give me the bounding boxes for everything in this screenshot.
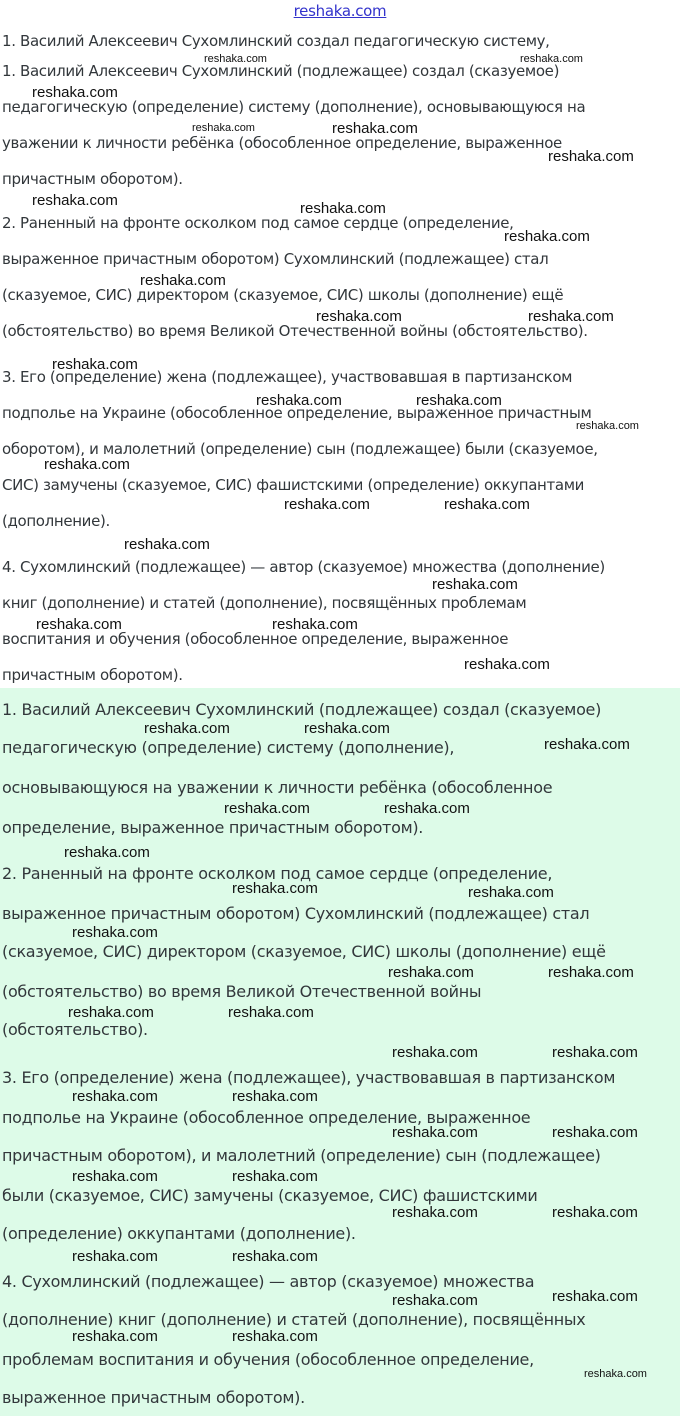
watermark: reshaka.com — [300, 200, 386, 217]
watermark: reshaka.com — [36, 616, 122, 633]
question-line: СИС) замучены (сказуемое, СИС) фашистскими (определение) оккупантами — [2, 476, 585, 494]
watermark: reshaka.com — [72, 1088, 158, 1105]
watermark: reshaka.com — [552, 1288, 638, 1305]
watermark: reshaka.com — [552, 1204, 638, 1221]
watermark: reshaka.com — [552, 1124, 638, 1141]
watermark: reshaka.com — [444, 496, 530, 513]
question-line: воспитания и обучения (обособленное определение, выраженное — [2, 630, 509, 648]
watermark: reshaka.com — [72, 1248, 158, 1265]
watermark: reshaka.com — [204, 53, 267, 65]
question-line: 3. Его (определение) жена (подлежащее), участвовавшая в партизанском — [2, 368, 573, 386]
watermark: reshaka.com — [192, 122, 255, 134]
watermark: reshaka.com — [552, 1044, 638, 1061]
watermark: reshaka.com — [144, 720, 230, 737]
watermark: reshaka.com — [392, 1292, 478, 1309]
question-line: книг (дополнение) и статей (дополнение), посвящённых проблемам — [2, 594, 527, 612]
watermark: reshaka.com — [504, 228, 590, 245]
answer-line: педагогическую (определение) систему (дополнение), — [2, 738, 455, 757]
question-line: (обстоятельство) во время Великой Отечественной войны (обстоятельство). — [2, 322, 588, 340]
watermark: reshaka.com — [332, 120, 418, 137]
question-line: уважении к личности ребёнка (обособленное определение, выраженное — [2, 134, 562, 152]
question-line: оборотом), и малолетний (определение) сын (подлежащее) были (сказуемое, — [2, 440, 598, 458]
answer-line: причастным оборотом), и малолетний (определение) сын (подлежащее) — [2, 1146, 601, 1165]
answer-line: определение, выраженное причастным оборотом). — [2, 818, 424, 837]
watermark: reshaka.com — [68, 1004, 154, 1021]
question-line: причастным оборотом). — [2, 666, 183, 684]
answer-line: выраженное причастным оборотом) Сухомлинский (подлежащее) стал — [2, 904, 590, 923]
site-link[interactable]: reshaka.com — [293, 2, 387, 20]
answer-line: выраженное причастным оборотом). — [2, 1388, 305, 1407]
watermark: reshaka.com — [64, 844, 150, 861]
answer-line: (определение) оккупантами (дополнение). — [2, 1224, 356, 1243]
question-line: педагогическую (определение) систему (дополнение), основывающуюся на — [2, 98, 586, 116]
watermark: reshaka.com — [392, 1204, 478, 1221]
watermark: reshaka.com — [232, 1088, 318, 1105]
watermark: reshaka.com — [44, 456, 130, 473]
answer-line: 4. Сухомлинский (подлежащее) — автор (сказуемое) множества — [2, 1272, 535, 1291]
watermark: reshaka.com — [140, 272, 226, 289]
watermark: reshaka.com — [584, 1368, 647, 1380]
answer-line: (дополнение) книг (дополнение) и статей (дополнение), посвящённых — [2, 1310, 586, 1329]
watermark: reshaka.com — [72, 1328, 158, 1345]
watermark: reshaka.com — [432, 576, 518, 593]
watermark: reshaka.com — [32, 192, 118, 209]
question-line: 1. Василий Алексеевич Сухомлинский создал педагогическую систему, — [2, 32, 550, 50]
watermark: reshaka.com — [228, 1004, 314, 1021]
answer-line: (сказуемое, СИС) директором (сказуемое, СИС) школы (дополнение) ещё — [2, 942, 606, 961]
answer-line: проблемам воспитания и обучения (обособленное определение, — [2, 1350, 534, 1369]
answer-line: 3. Его (определение) жена (подлежащее), участвовавшая в партизанском — [2, 1068, 616, 1087]
answer-line: были (сказуемое, СИС) замучены (сказуемое, СИС) фашистскими — [2, 1186, 538, 1205]
question-line: выраженное причастным оборотом) Сухомлинский (подлежащее) стал — [2, 250, 549, 268]
question-line: 1. Василий Алексеевич Сухомлинский (подлежащее) создал (сказуемое) — [2, 62, 560, 80]
question-line: (сказуемое, СИС) директором (сказуемое, СИС) школы (дополнение) ещё — [2, 286, 564, 304]
watermark: reshaka.com — [576, 420, 639, 432]
watermark: reshaka.com — [316, 308, 402, 325]
answer-line: основывающуюся на уважении к личности ребёнка (обособленное — [2, 778, 553, 797]
answer-line: 1. Василий Алексеевич Сухомлинский (подлежащее) создал (сказуемое) — [2, 700, 602, 719]
question-line: подполье на Украине (обособленное определение, выраженное причастным — [2, 404, 592, 422]
watermark: reshaka.com — [544, 736, 630, 753]
watermark: reshaka.com — [232, 1168, 318, 1185]
watermark: reshaka.com — [392, 1124, 478, 1141]
question-line: (дополнение). — [2, 512, 110, 530]
watermark: reshaka.com — [548, 148, 634, 165]
watermark: reshaka.com — [284, 496, 370, 513]
watermark: reshaka.com — [32, 84, 118, 101]
answer-line: (обстоятельство) во время Великой Отечественной войны — [2, 982, 482, 1001]
watermark: reshaka.com — [232, 1328, 318, 1345]
question-line: 2. Раненный на фронте осколком под самое сердце (определение, — [2, 214, 514, 232]
answer-line: (обстоятельство). — [2, 1020, 148, 1039]
watermark: reshaka.com — [520, 53, 583, 65]
watermark: reshaka.com — [232, 880, 318, 897]
answer-line: подполье на Украине (обособленное определение, выраженное — [2, 1108, 531, 1127]
watermark: reshaka.com — [468, 884, 554, 901]
watermark: reshaka.com — [272, 616, 358, 633]
watermark: reshaka.com — [124, 536, 210, 553]
watermark: reshaka.com — [416, 392, 502, 409]
question-line: причастным оборотом). — [2, 170, 183, 188]
watermark: reshaka.com — [256, 392, 342, 409]
watermark: reshaka.com — [232, 1248, 318, 1265]
watermark: reshaka.com — [388, 964, 474, 981]
watermark: reshaka.com — [464, 656, 550, 673]
watermark: reshaka.com — [72, 924, 158, 941]
answer-line: 2. Раненный на фронте осколком под самое сердце (определение, — [2, 864, 553, 883]
watermark: reshaka.com — [72, 1168, 158, 1185]
watermark: reshaka.com — [548, 964, 634, 981]
watermark: reshaka.com — [392, 1044, 478, 1061]
watermark: reshaka.com — [52, 356, 138, 373]
watermark: reshaka.com — [528, 308, 614, 325]
watermark: reshaka.com — [224, 800, 310, 817]
watermark: reshaka.com — [304, 720, 390, 737]
question-line: 4. Сухомлинский (подлежащее) — автор (сказуемое) множества (дополнение) — [2, 558, 605, 576]
watermark: reshaka.com — [384, 800, 470, 817]
